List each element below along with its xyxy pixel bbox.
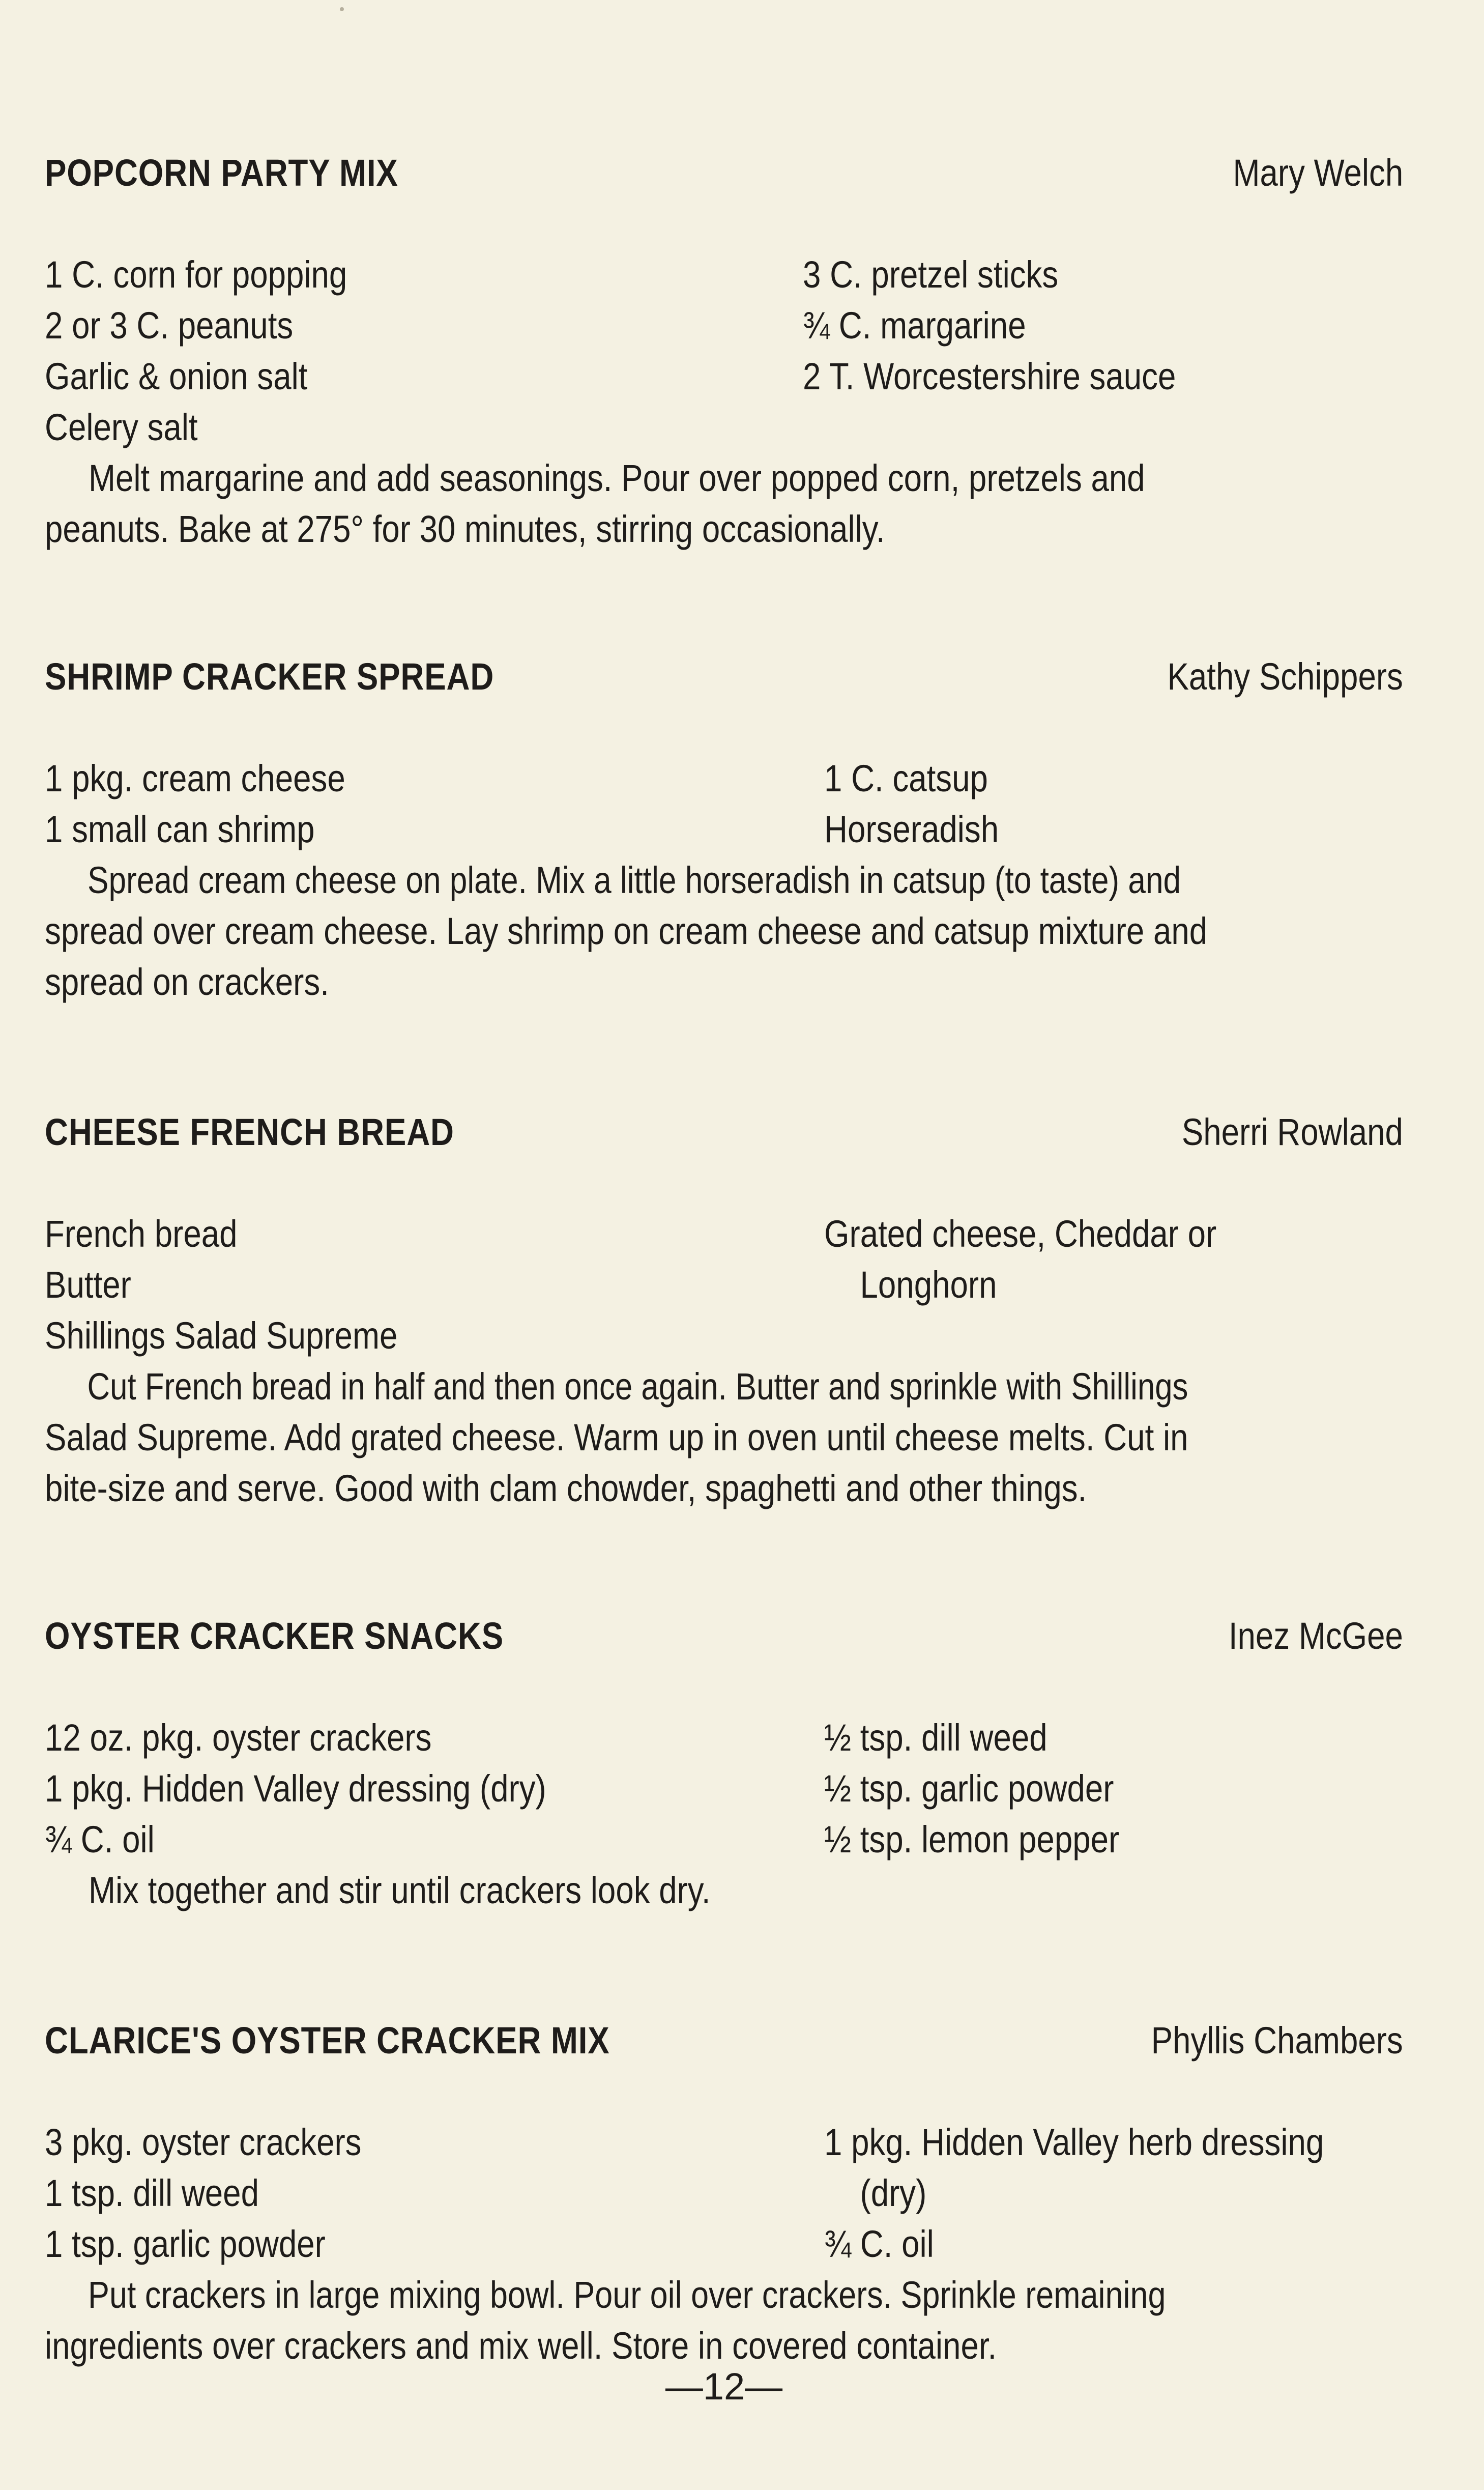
ingredients-list — [45, 249, 1403, 453]
directions-line: Melt margarine and add seasonings. Pour over popped corn, pretzels and — [89, 457, 1145, 499]
ingredient: 1 C. corn for popping — [45, 253, 347, 296]
ingredients-right-column — [824, 753, 1027, 855]
ingredient: 1 small can shrimp — [45, 808, 315, 850]
ingredients-right-column — [803, 249, 1237, 402]
ingredients-right-column — [824, 1712, 1168, 1865]
ingredient: 1 C. catsup — [824, 757, 988, 799]
directions-line: ingredients over crackers and mix well. Store in covered container. — [45, 2325, 997, 2367]
recipe-header — [45, 651, 1403, 707]
recipe-directions — [45, 453, 1403, 555]
ingredient: 2 or 3 C. peanuts — [45, 304, 294, 347]
ingredient: 1 tsp. dill weed — [45, 2172, 259, 2214]
ingredients-left-column — [45, 753, 394, 855]
ingredient: Longhorn — [860, 1264, 997, 1306]
ingredient: ½ tsp. garlic powder — [824, 1767, 1114, 1810]
ingredient: Shillings Salad Supreme — [45, 1314, 398, 1357]
recipe-directions — [45, 1865, 1403, 1916]
ingredients-list — [45, 2117, 1403, 2270]
recipe-oyster-cracker-snacks — [45, 1611, 1403, 1911]
ingredients-right-column — [824, 1209, 1281, 1310]
recipe-header — [45, 1107, 1403, 1163]
ingredient: Garlic & onion salt — [45, 355, 308, 397]
ingredient: Horseradish — [824, 808, 999, 850]
directions-line: Spread cream cheese on plate. Mix a little horseradish in catsup (to taste) and — [88, 859, 1181, 901]
recipe-title: CHEESE FRENCH BREAD — [45, 1111, 454, 1153]
ingredient: ¾ C. margarine — [803, 304, 1026, 347]
recipe-header — [45, 2015, 1403, 2071]
ingredient: ¾ C. oil — [824, 2223, 934, 2265]
recipe-author: Kathy Schippers — [1167, 655, 1403, 698]
directions-line: Mix together and stir until crackers look dry. — [89, 1869, 711, 1911]
recipe-title: OYSTER CRACKER SNACKS — [45, 1615, 504, 1657]
recipe-clarices-oyster-cracker-mix — [45, 2015, 1403, 2367]
directions-line: spread on crackers. — [45, 961, 329, 1003]
directions-line: Salad Supreme. Add grated cheese. Warm up in oven until cheese melts. Cut in — [45, 1416, 1188, 1458]
recipe-directions — [45, 855, 1403, 1008]
ingredient: ½ tsp. lemon pepper — [824, 1818, 1120, 1861]
cookbook-page — [45, 0, 1403, 2490]
ingredients-left-column — [45, 249, 396, 453]
directions-line: spread over cream cheese. Lay shrimp on cream cheese and catsup mixture and — [45, 910, 1208, 952]
directions-line: Put crackers in large mixing bowl. Pour oil over crackers. Sprinkle remaining — [88, 2274, 1166, 2316]
recipe-directions — [45, 2270, 1403, 2371]
page-number: —12— — [665, 2365, 783, 2408]
recipe-shrimp-cracker-spread — [45, 651, 1403, 1003]
ingredient: 12 oz. pkg. oyster crackers — [45, 1716, 432, 1759]
directions-line: Cut French bread in half and then once again. Butter and sprinkle with Shillings — [87, 1365, 1188, 1408]
recipe-header — [45, 148, 1403, 204]
ingredient: Butter — [45, 1264, 131, 1306]
ingredients-right-column — [824, 2117, 1405, 2270]
recipe-author: Phyllis Chambers — [1151, 2019, 1403, 2062]
ingredients-left-column — [45, 2117, 413, 2270]
ingredient: ½ tsp. dill weed — [824, 1716, 1047, 1759]
recipe-directions — [45, 1361, 1403, 1514]
ingredient: 1 pkg. cream cheese — [45, 757, 345, 799]
recipe-popcorn-party-mix — [45, 148, 1403, 550]
ingredient: (dry) — [860, 2172, 927, 2214]
ingredient: Celery salt — [45, 406, 198, 448]
recipe-title: SHRIMP CRACKER SPREAD — [45, 655, 494, 698]
recipe-author: Sherri Rowland — [1181, 1111, 1403, 1153]
recipe-header — [45, 1611, 1403, 1667]
recipe-author: Mary Welch — [1233, 152, 1403, 194]
ingredients-left-column — [45, 1712, 628, 1865]
ingredient: 3 pkg. oyster crackers — [45, 2121, 362, 2163]
ingredients-list — [45, 1209, 1403, 1361]
recipe-title: POPCORN PARTY MIX — [45, 152, 398, 194]
ingredient: 3 C. pretzel sticks — [803, 253, 1059, 296]
recipe-title: CLARICE'S OYSTER CRACKER MIX — [45, 2019, 610, 2062]
ingredient: Grated cheese, Cheddar or — [824, 1213, 1217, 1255]
directions-line: bite-size and serve. Good with clam chowder, spaghetti and other things. — [45, 1467, 1087, 1509]
ingredient: 1 pkg. Hidden Valley dressing (dry) — [45, 1767, 546, 1810]
recipe-cheese-french-bread — [45, 1107, 1403, 1509]
ingredient: ¾ C. oil — [45, 1818, 155, 1861]
directions-line: peanuts. Bake at 275° for 30 minutes, stirring occasionally. — [45, 508, 885, 550]
ingredient: 1 pkg. Hidden Valley herb dressing — [824, 2121, 1324, 2163]
ingredients-left-column — [45, 1209, 455, 1361]
ingredients-list — [45, 753, 1403, 855]
ingredient: 1 tsp. garlic powder — [45, 2223, 326, 2265]
ingredients-list — [45, 1712, 1403, 1865]
ingredient: French bread — [45, 1213, 238, 1255]
ingredient: 2 T. Worcestershire sauce — [803, 355, 1176, 397]
recipe-author: Inez McGee — [1228, 1615, 1403, 1657]
